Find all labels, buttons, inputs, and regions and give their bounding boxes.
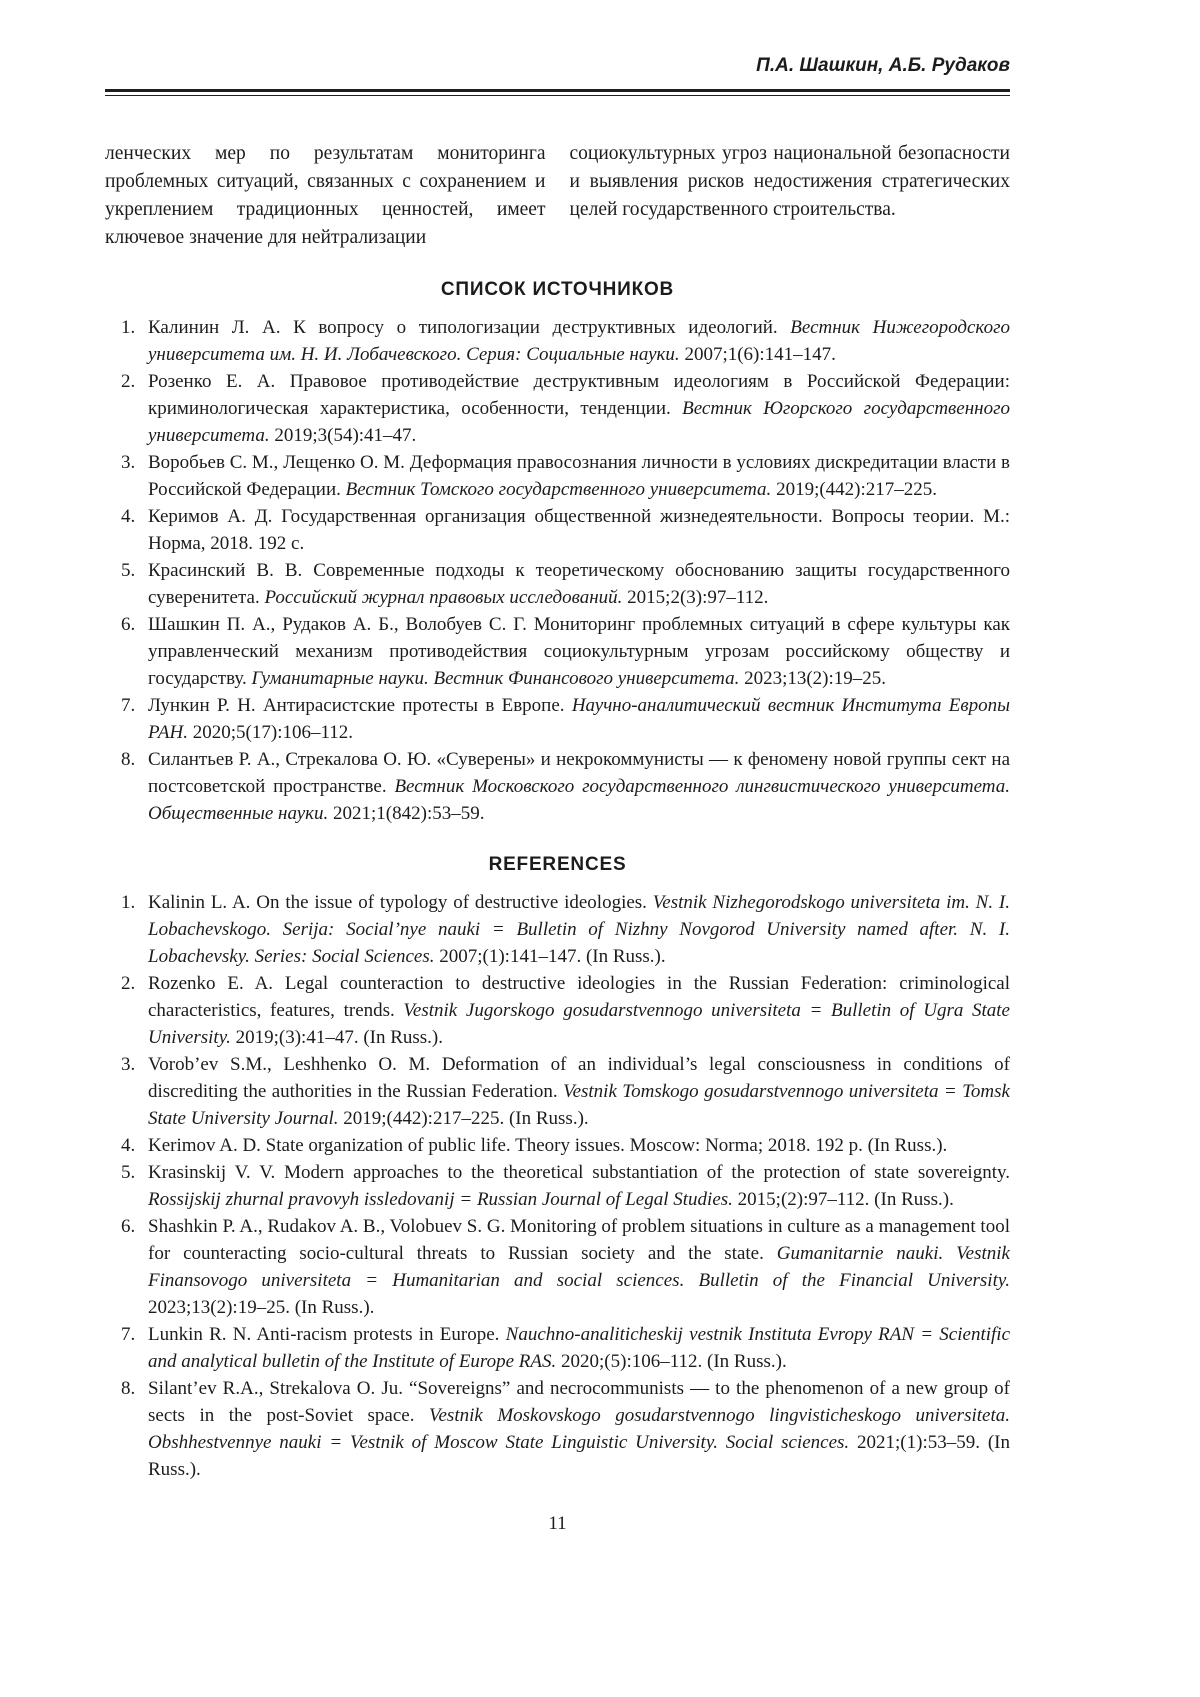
reference-item (105, 314, 1010, 368)
reference-item (105, 503, 1010, 557)
reference-item (105, 692, 1010, 746)
reference-text: Krasinskij V. V. Modern approaches to the theoretical substantiation of the protection of state sovereignty. Rossijskij zhurnal pravovyh issledovanij = Russian Journal of Legal Studies. 2015;(2):97–112. (In Russ.). (148, 1162, 1010, 1210)
reference-text: Керимов А. Д. Государственная организация общественной жизнедеятельности. Вопросы теории. М.: Норма, 2018. 192 с. (148, 506, 1010, 554)
sources-heading: СПИСОК ИСТОЧНИКОВ (440, 279, 675, 300)
reference-text: Шашкин П. А., Рудаков А. Б., Волобуев С. Г. Мониторинг проблемных ситуаций в сфере культуры как управленческий механизм противодействия социокультурным угрозам российскому обществу и государству. Гуманитарные науки. Вестник Финансового университета. 2023;13(2):19–25. (148, 614, 1010, 689)
reference-item (105, 1213, 1010, 1321)
reference-number: 1. (121, 317, 136, 338)
reference-text: Калинин Л. А. К вопросу о типологизации деструктивных идеологий. Вестник Нижегородского университета им. Н. И. Лобачевского. Серия: Социальные науки. 2007;1(6):141–147. (148, 317, 1010, 365)
header-rule (105, 89, 1010, 96)
reference-text: Lunkin R. N. Anti-racism protests in Europe. Nauchno-analiticheskij vestnik Instituta Evropy RAN = Scientific and analytical bulletin of the Institute of Europe RAS. 2020;(5):106–112. (In Russ.). (148, 1324, 1011, 1372)
reference-item (105, 1051, 1010, 1132)
reference-number: 3. (121, 452, 136, 473)
reference-number: 4. (121, 506, 136, 527)
reference-number: 4. (121, 1135, 136, 1156)
page-header (105, 55, 1010, 96)
running-head-authors: П.А. Шашкин, А.Б. Рудаков (756, 55, 1010, 76)
reference-item (105, 1132, 1010, 1159)
reference-text: Shashkin P. A., Rudakov A. B., Volobuev S. G. Monitoring of problem situations in culture as a management tool for counteracting socio-cultural threats to Russian society and the state. Gumanitarnie nauki. Vestnik Finansovogo universiteta = Humanitarian and social sciences. Bulletin of the Financial University. 2023;13(2):19–25. (In Russ.). (148, 1216, 1010, 1318)
reference-number: 2. (121, 973, 136, 994)
page-footer (105, 1513, 1010, 1535)
reference-number: 6. (121, 1216, 136, 1237)
body-text-columns (105, 140, 1010, 252)
reference-text: Vorob’ev S.M., Leshhenko O. M. Deformation of an individual’s legal consciousness in conditions of discrediting the authorities in the Russian Federation. Vestnik Tomskogo gosudarstvennogo universiteta = Tomsk State University Journal. 2019;(442):217–225. (In Russ.). (148, 1054, 1010, 1129)
reference-text: Лункин Р. Н. Антирасистские протесты в Европе. Научно-аналитический вестник Института Европы РАН. 2020;5(17):106–112. (148, 695, 1011, 743)
reference-text: Kerimov A. D. State organization of public life. Theory issues. Moscow: Norma; 2018. 192 p. (In Russ.). (148, 1135, 948, 1156)
reference-text: Красинский В. В. Современные подходы к теоретическому обоснованию защиты государственного суверенитета. Российский журнал правовых исследований. 2015;2(3):97–112. (148, 560, 1010, 608)
reference-text: Воробьев С. М., Лещенко О. М. Деформация правосознания личности в условиях дискредитации власти в Российской Федерации. Вестник Томского государственного университета. 2019;(442):217–225. (148, 452, 1010, 500)
references-list (105, 889, 1010, 1483)
reference-number: 3. (121, 1054, 136, 1075)
page-number: 11 (548, 1513, 567, 1534)
reference-item (105, 746, 1010, 827)
reference-item (105, 1375, 1010, 1483)
references-heading: REFERENCES (488, 854, 627, 875)
reference-text: Rozenko E. A. Legal counteraction to destructive ideologies in the Russian Federation: criminological characteristics, features, trends. Vestnik Jugorskogo gosudarstvennogo universiteta = Bulletin of Ugra State University. 2019;(3):41–47. (In Russ.). (148, 973, 1010, 1048)
sources-section (105, 279, 1010, 827)
reference-number: 5. (121, 560, 136, 581)
sources-list (105, 314, 1010, 827)
reference-item (105, 449, 1010, 503)
reference-number: 7. (121, 695, 136, 716)
reference-text: Розенко Е. А. Правовое противодействие деструктивным идеологиям в Российской Федерации: криминологическая характеристика, особенности, тенденции. Вестник Югорского государственного университета. 2019;3(54):41–47. (148, 371, 1010, 446)
reference-number: 5. (121, 1162, 136, 1183)
reference-item (105, 1159, 1010, 1213)
reference-item (105, 1321, 1010, 1375)
reference-item (105, 611, 1010, 692)
reference-number: 8. (121, 1378, 136, 1399)
reference-item (105, 970, 1010, 1051)
reference-item (105, 368, 1010, 449)
reference-number: 6. (121, 614, 136, 635)
reference-number: 8. (121, 749, 136, 770)
reference-text: Silant’ev R.A., Strekalova O. Ju. “Sovereigns” and necrocommunists — to the phenomenon of a new group of sects in the post-Soviet space. Vestnik Moskovskogo gosudarstvennogo lingvisticheskogo universiteta. Obshhestvennye nauki = Vestnik of Moscow State Linguistic University. Social sciences. 2021;(1):53–59. (In Russ.). (148, 1378, 1010, 1480)
reference-item (105, 889, 1010, 970)
reference-text: Kalinin L. A. On the issue of typology of destructive ideologies. Vestnik Nizhegorodskogo universiteta im. N. I. Lobachevskogo. Serija: Social’nye nauki = Bulletin of Nizhny Novgorod University named after. N. I. Lobachevsky. Series: Social Sciences. 2007;(1):141–147. (In Russ.). (148, 892, 1010, 967)
reference-item (105, 557, 1010, 611)
right-column-text: социокультурных угроз национальной безопасности и выявления рисков недостижения стратегических целей государственного строительства. (569, 143, 1010, 220)
references-section (105, 854, 1010, 1483)
reference-number: 1. (121, 892, 136, 913)
left-column-text: ленческих мер по результатам мониторинга проблемных ситуаций, связанных с сохранением и укреплением традиционных ценностей, имеет ключевое значение для нейтрализации (105, 143, 546, 248)
reference-text: Силантьев Р. А., Стрекалова О. Ю. «Суверены» и некрокоммунисты — к феномену новой группы сект на постсоветской пространстве. Вестник Московского государственного лингвистического университета. Общественные науки. 2021;1(842):53–59. (148, 749, 1010, 824)
reference-number: 2. (121, 371, 136, 392)
reference-number: 7. (121, 1324, 136, 1345)
